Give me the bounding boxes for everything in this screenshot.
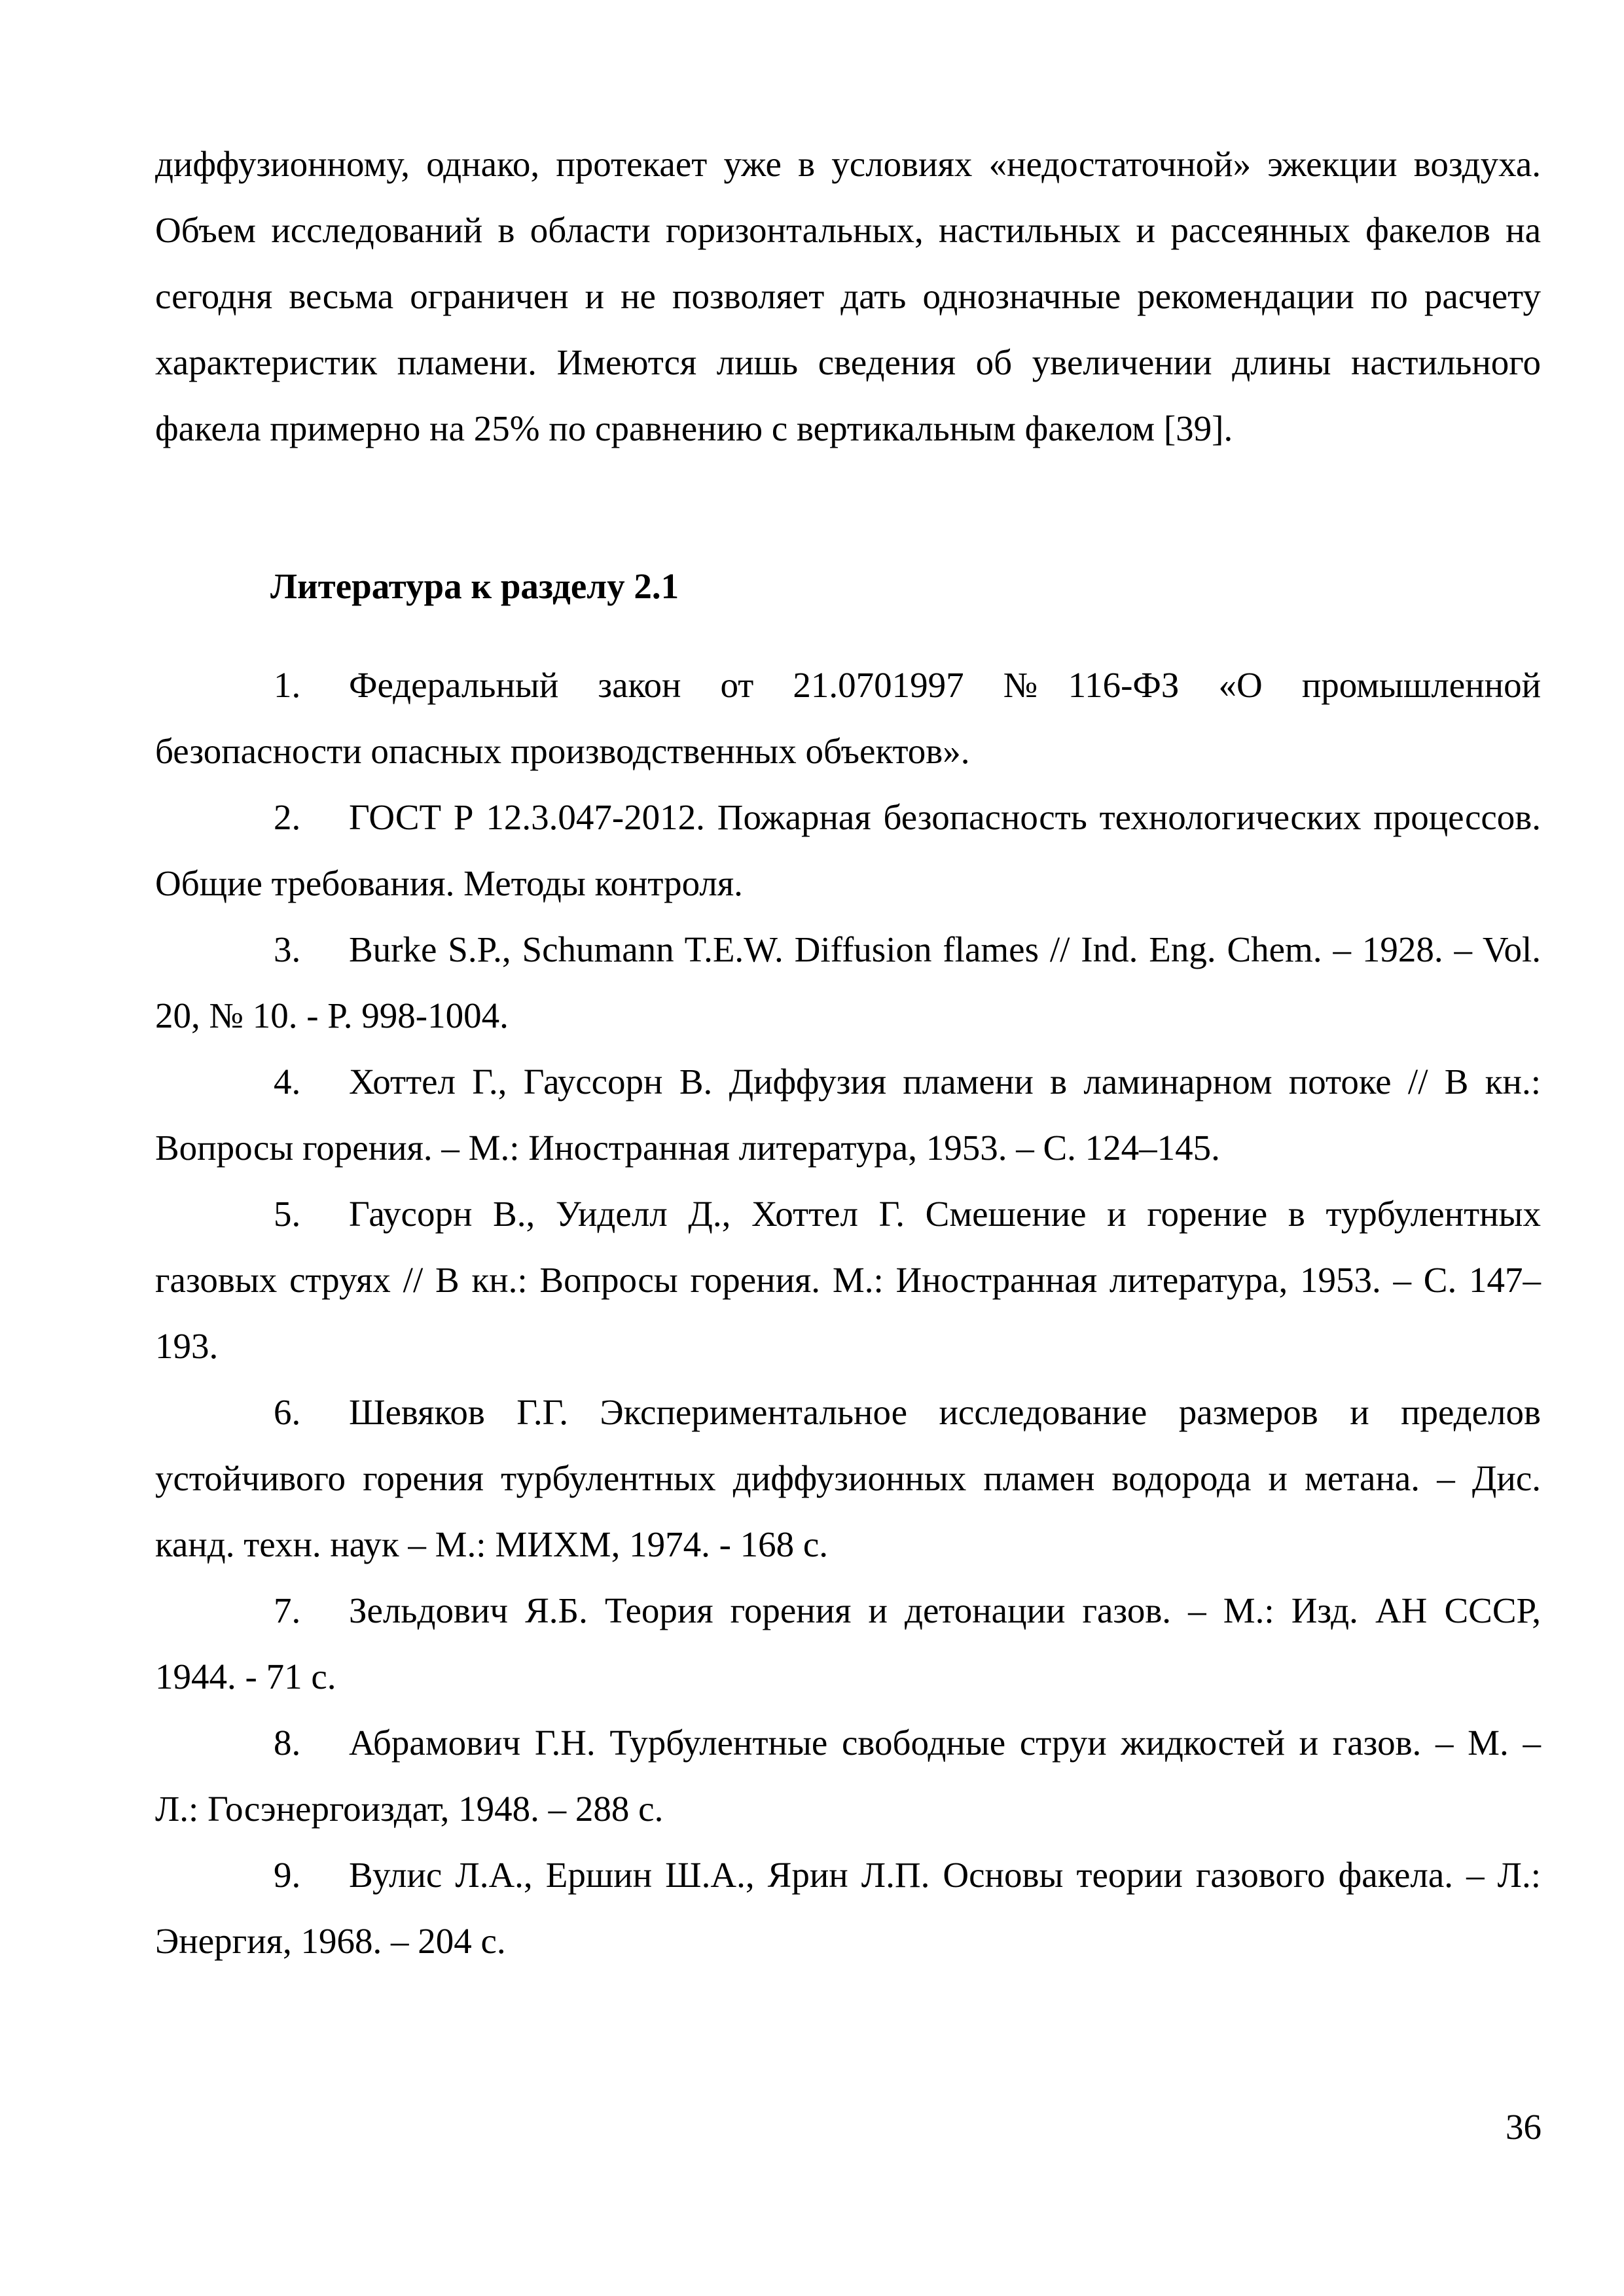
reference-item bbox=[155, 1577, 1541, 1710]
reference-item bbox=[155, 1181, 1541, 1379]
reference-number: 5. bbox=[274, 1194, 301, 1234]
spacer bbox=[155, 619, 1541, 652]
reference-number: 3. bbox=[274, 929, 301, 969]
intro-paragraph: диффузионному, однако, протекает уже в условиях «недостаточной» эжекции воздуха. Объем исследований в области горизонтальных, настильных и рассеянных факелов на сегодня весьма ограничен и не позволяет дать однозначные рекомендации по расчету характеристик пламени. Имеются лишь сведения об увеличении длины настильного факела примерно на 25% по сравнению с вертикальным факелом [39]. bbox=[155, 144, 1541, 448]
spacer bbox=[155, 461, 1541, 553]
reference-number: 1. bbox=[274, 665, 301, 705]
reference-text: Burke S.P., Schumann T.E.W. Diffusion flames // Ind. Eng. Chem. – 1928. – Vol. 20, № 10. - P. 998-1004. bbox=[155, 929, 1541, 1035]
reference-item bbox=[155, 1842, 1541, 1974]
reference-item bbox=[155, 784, 1541, 916]
section-heading: Литература к разделу 2.1 bbox=[270, 566, 679, 606]
reference-item bbox=[155, 916, 1541, 1049]
reference-text: Шевяков Г.Г. Экспериментальное исследование размеров и пределов устойчивого горения турбулентных диффузионных пламен водорода и метана. – Дис. канд. техн. наук – М.: МИХМ, 1974. - 168 с. bbox=[155, 1392, 1541, 1564]
reference-number: 2. bbox=[274, 797, 301, 837]
reference-item bbox=[155, 1379, 1541, 1577]
reference-text: Хоттел Г., Гауссорн В. Диффузия пламени в ламинарном потоке // В кн.: Вопросы горения. – М.: Иностранная литература, 1953. – С. 124–145. bbox=[155, 1062, 1541, 1168]
reference-item bbox=[155, 1049, 1541, 1181]
reference-item bbox=[155, 1710, 1541, 1842]
reference-text: Федеральный закон от 21.0701997 №116-ФЗ «О промышленной безопасности опасных производственных объектов». bbox=[155, 665, 1541, 771]
reference-number: 7. bbox=[274, 1590, 301, 1630]
reference-item bbox=[155, 652, 1541, 784]
reference-text: Абрамович Г.Н. Турбулентные свободные струи жидкостей и газов. – М. – Л.: Госэнергоиздат, 1948. – 288 с. bbox=[155, 1723, 1541, 1829]
reference-text: ГОСТ Р 12.3.047-2012. Пожарная безопасность технологических процессов. Общие требования. Методы контроля. bbox=[155, 797, 1541, 903]
reference-text: Зельдович Я.Б. Теория горения и детонации газов. – М.: Изд. АН СССР, 1944. - 71 с. bbox=[155, 1590, 1541, 1696]
reference-number: 4. bbox=[274, 1062, 301, 1102]
reference-text: Гаусорн В., Уиделл Д., Хоттел Г. Смешение и горение в турбулентных газовых струях // В кн.: Вопросы горения. М.: Иностранная литература, 1953. – С. 147–193. bbox=[155, 1194, 1541, 1366]
reference-text: Вулис Л.А., Ершин Ш.А., Ярин Л.П. Основы теории газового факела. – Л.: Энергия, 1968. – 204 с. bbox=[155, 1855, 1541, 1961]
document-page bbox=[155, 131, 1541, 1974]
reference-list bbox=[155, 652, 1541, 1974]
reference-number: 9. bbox=[274, 1855, 301, 1895]
page-number: 36 bbox=[1506, 2107, 1542, 2147]
reference-number: 6. bbox=[274, 1392, 301, 1432]
reference-number: 8. bbox=[274, 1723, 301, 1763]
